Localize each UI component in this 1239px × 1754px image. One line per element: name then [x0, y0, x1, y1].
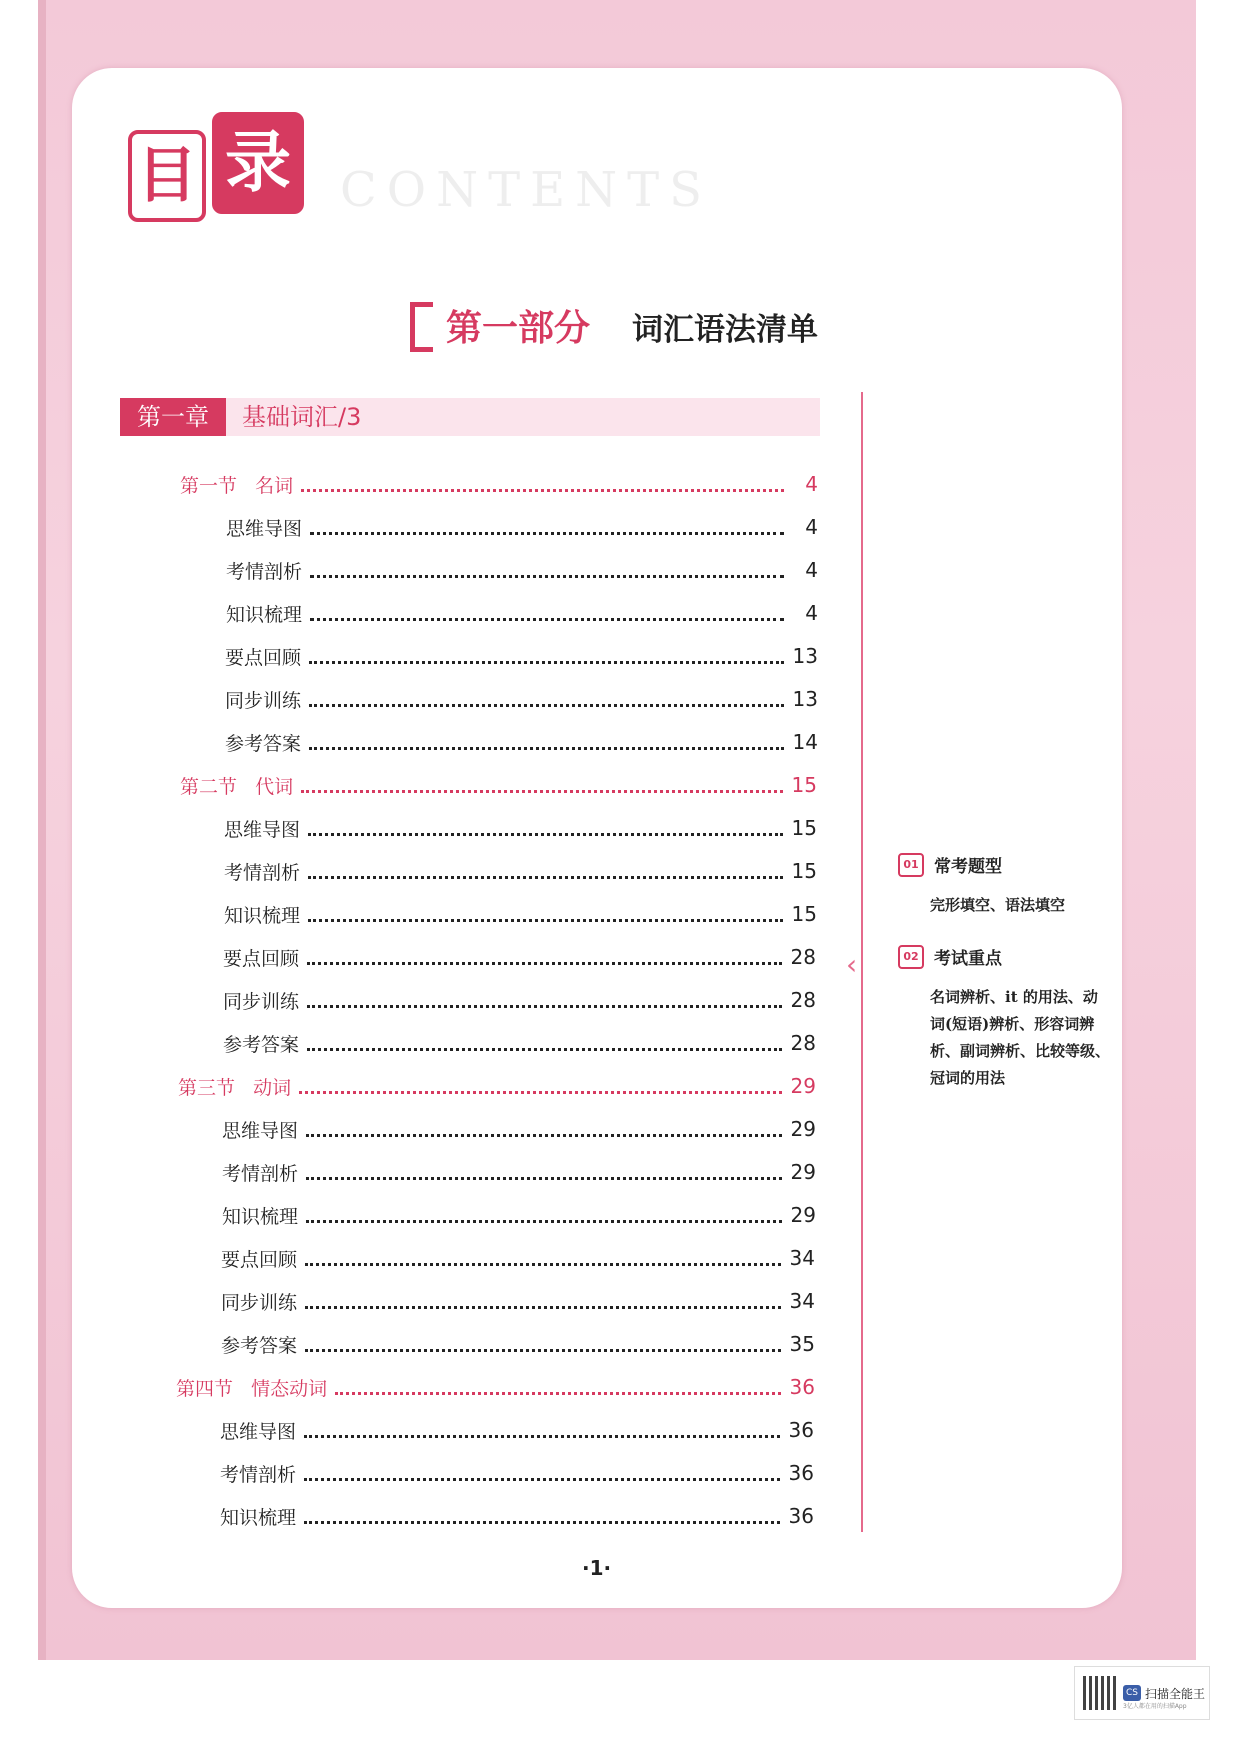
- toc-page: 15: [791, 816, 817, 840]
- toc-leader: [305, 1263, 781, 1266]
- toc-label: 思维导图: [222, 1119, 299, 1142]
- toc-page: 4: [805, 558, 818, 582]
- toc-leader: [308, 919, 783, 922]
- toc-label: 同步训练: [223, 990, 300, 1013]
- toc-leader: [304, 1521, 780, 1524]
- scan-edge: [38, 0, 46, 1660]
- toc-page: 4: [805, 601, 818, 625]
- toc-row-item[interactable]: [223, 1026, 816, 1060]
- toc-leader: [307, 962, 782, 965]
- toc-leader: [309, 747, 784, 750]
- toc-page: 13: [792, 644, 818, 668]
- toc-row-item[interactable]: [223, 983, 816, 1017]
- toc-label: 第二节 代词: [180, 775, 294, 798]
- chapter-title: 基础词汇/3: [242, 403, 362, 431]
- toc-row-section[interactable]: [180, 467, 818, 501]
- sidebar-heading-label: 常考题型: [934, 857, 1002, 877]
- toc-row-item[interactable]: [222, 1155, 816, 1189]
- toc-page: 15: [791, 773, 817, 797]
- toc-label: 思维导图: [226, 517, 303, 540]
- sidebar-number-badge: 01: [898, 853, 924, 877]
- contents-heading: CONTENTS: [340, 162, 713, 218]
- toc-label: 思维导图: [220, 1420, 297, 1443]
- watermark-name: 扫描全能王: [1145, 1686, 1206, 1701]
- toc-leader: [306, 1220, 782, 1223]
- toc-row-item[interactable]: [225, 682, 818, 716]
- toc-page: 34: [789, 1246, 815, 1270]
- toc-leader: [310, 618, 784, 621]
- toc-row-section[interactable]: [180, 768, 817, 802]
- toc-label: 第四节 情态动词: [176, 1377, 328, 1400]
- toc-page: 4: [805, 515, 818, 539]
- toc-page: 28: [790, 1031, 816, 1055]
- chevron-left-icon: ‹: [846, 948, 858, 981]
- toc-page: 36: [788, 1461, 814, 1485]
- toc-leader: [304, 1478, 780, 1481]
- toc-label: 第一节 名词: [180, 474, 294, 497]
- toc-leader: [308, 833, 783, 836]
- toc-page: 28: [790, 945, 816, 969]
- toc-row-item[interactable]: [226, 553, 818, 587]
- toc-leader: [301, 790, 783, 793]
- toc-leader: [307, 1048, 782, 1051]
- title-char-mu: 目: [128, 130, 206, 222]
- part-title: 词汇语法清单: [632, 312, 818, 348]
- toc-label: 同步训练: [225, 689, 302, 712]
- sidebar-heading: [898, 852, 1002, 877]
- page-number: ·1·: [582, 1556, 612, 1580]
- toc-page: 29: [790, 1117, 816, 1141]
- scanner-watermark: [1074, 1666, 1210, 1720]
- toc-leader: [301, 489, 784, 492]
- toc-leader: [305, 1349, 781, 1352]
- toc-leader: [335, 1392, 781, 1395]
- toc-label: 要点回顾: [223, 947, 300, 970]
- toc-leader: [305, 1306, 781, 1309]
- toc-row-item[interactable]: [222, 1112, 816, 1146]
- toc-row-item[interactable]: [225, 725, 818, 759]
- camscanner-logo: CS: [1123, 1685, 1141, 1701]
- title-char-lu: 录: [212, 112, 304, 214]
- sidebar-body: 名词辨析、it 的用法、动词(短语)辨析、形容词辨析、副词辨析、比较等级、冠词的用法: [930, 988, 1111, 1087]
- sidebar-divider: [861, 392, 863, 1532]
- toc-leader: [304, 1435, 780, 1438]
- toc-page: 36: [788, 1504, 814, 1528]
- toc-page: 36: [788, 1418, 814, 1442]
- toc-page: 4: [805, 472, 818, 496]
- toc-page: 29: [790, 1074, 816, 1098]
- toc-row-item[interactable]: [226, 596, 818, 630]
- toc-page: 29: [790, 1160, 816, 1184]
- toc-label: 参考答案: [225, 732, 302, 755]
- qr-code-icon: [1083, 1676, 1117, 1710]
- toc-page: 14: [792, 730, 818, 754]
- toc-label: 知识梳理: [220, 1506, 297, 1529]
- toc-leader: [310, 575, 784, 578]
- sidebar-heading-label: 考试重点: [934, 949, 1002, 969]
- toc-page: 34: [789, 1289, 815, 1313]
- toc-row-item[interactable]: [224, 854, 817, 888]
- toc-label: 知识梳理: [226, 603, 303, 626]
- toc-row-item[interactable]: [224, 897, 817, 931]
- toc-leader: [310, 532, 784, 535]
- toc-row-section[interactable]: [176, 1370, 815, 1404]
- toc-leader: [309, 661, 784, 664]
- part-label: 第一部分: [446, 308, 591, 349]
- toc-label: 要点回顾: [221, 1248, 298, 1271]
- toc-label: 参考答案: [221, 1334, 298, 1357]
- toc-leader: [309, 704, 784, 707]
- part-bracket-icon: [410, 302, 433, 352]
- toc-page: 29: [790, 1203, 816, 1227]
- toc-row-item[interactable]: [220, 1456, 814, 1490]
- toc-row-item[interactable]: [223, 940, 816, 974]
- toc-label: 考情剖析: [224, 861, 301, 884]
- toc-page: 13: [792, 687, 818, 711]
- toc-label: 要点回顾: [225, 646, 302, 669]
- toc-row-item[interactable]: [221, 1327, 815, 1361]
- toc-leader: [299, 1091, 782, 1094]
- toc-label: 参考答案: [223, 1033, 300, 1056]
- toc-leader: [306, 1134, 782, 1137]
- toc-row-item[interactable]: [221, 1284, 815, 1318]
- toc-row-item[interactable]: [220, 1413, 814, 1447]
- toc-leader: [306, 1177, 782, 1180]
- sidebar-body: 完形填空、语法填空: [930, 896, 1066, 914]
- toc-leader: [307, 1005, 782, 1008]
- toc-label: 考情剖析: [220, 1463, 297, 1486]
- toc-label: 知识梳理: [224, 904, 301, 927]
- toc-page: 15: [791, 859, 817, 883]
- toc-row-item[interactable]: [222, 1198, 816, 1232]
- toc-row-item[interactable]: [224, 811, 817, 845]
- toc-page: 28: [790, 988, 816, 1012]
- toc-label: 知识梳理: [222, 1205, 299, 1228]
- toc-row-section[interactable]: [178, 1069, 816, 1103]
- watermark-subtitle: 3亿人都在用的扫描App: [1123, 1703, 1187, 1710]
- toc-row-item[interactable]: [220, 1499, 814, 1533]
- toc-row-item[interactable]: [221, 1241, 815, 1275]
- sidebar-heading: [898, 944, 1002, 969]
- toc-label: 考情剖析: [226, 560, 303, 583]
- toc-label: 同步训练: [221, 1291, 298, 1314]
- chapter-tag: 第一章: [120, 398, 226, 436]
- toc-page: 36: [789, 1375, 815, 1399]
- sidebar-number-badge: 02: [898, 945, 924, 969]
- toc-label: 考情剖析: [222, 1162, 299, 1185]
- toc-row-item[interactable]: [225, 639, 818, 673]
- toc-row-item[interactable]: [226, 510, 818, 544]
- toc-page: 15: [791, 902, 817, 926]
- toc-leader: [308, 876, 783, 879]
- toc-label: 思维导图: [224, 818, 301, 841]
- toc-label: 第三节 动词: [178, 1076, 292, 1099]
- toc-page: 35: [789, 1332, 815, 1356]
